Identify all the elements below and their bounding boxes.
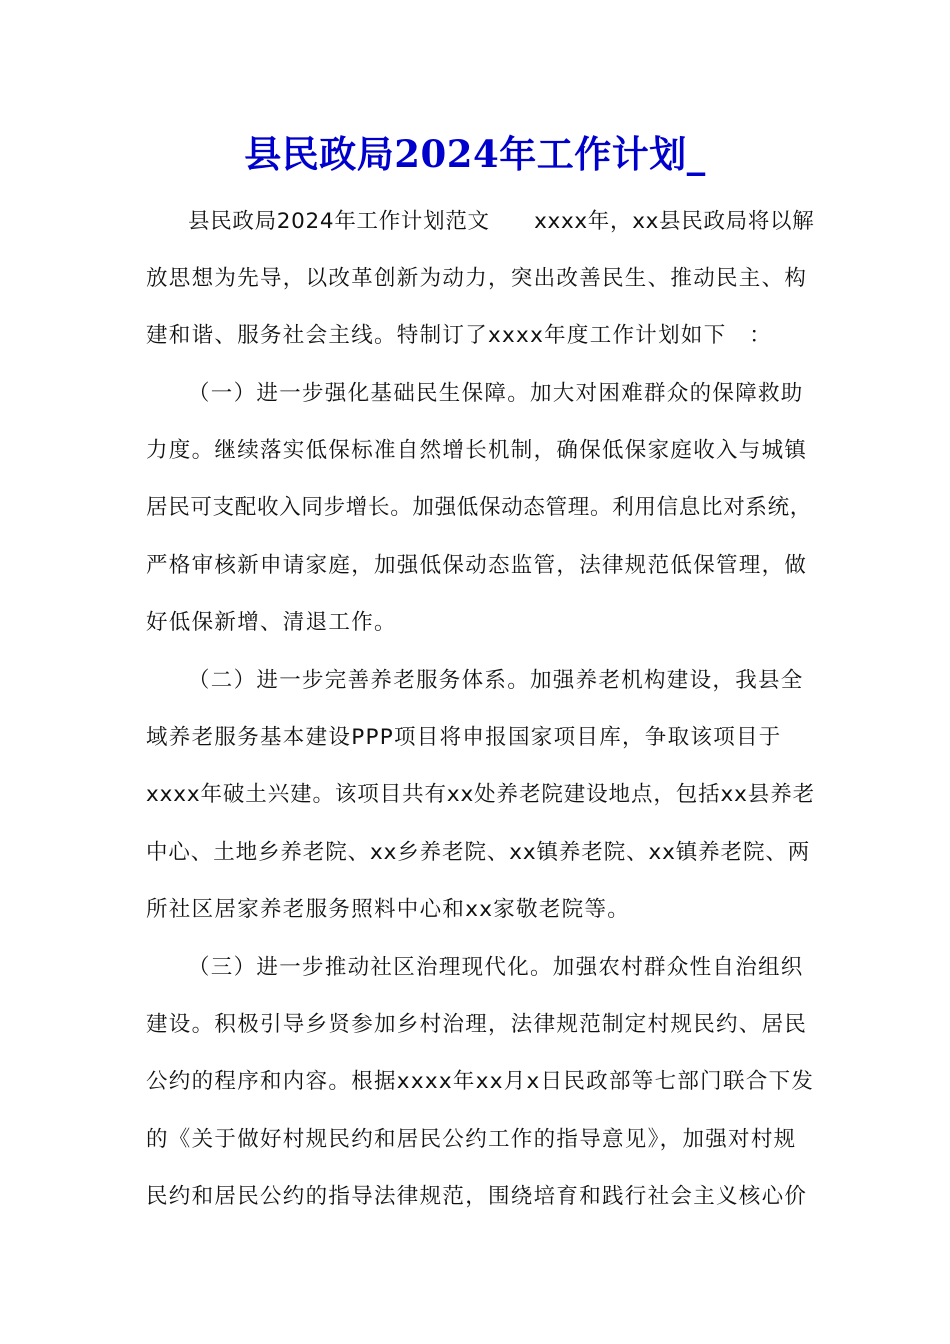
body-line-4: （一）进一步强化基础民生保障。加大对困难群众的保障救助: [188, 381, 804, 406]
document-title: 县民政局2024年工作计划_: [244, 132, 706, 176]
body-line-5: 力度。继续落实低保标准自然增长机制，确保低保家庭收入与城镇: [146, 438, 808, 463]
body-line-1: 县民政局2024年工作计划范文 xxxx年，xx县民政局将以解: [188, 209, 815, 234]
body-line-15: 建设。积极引导乡贤参加乡村治理，法律规范制定村规民约、居民: [146, 1012, 808, 1037]
body-line-16: 公约的程序和内容。根据xxxx年xx月x日民政部等七部门联合下发: [146, 1069, 815, 1094]
body-line-8: 好低保新增、清退工作。: [146, 610, 397, 635]
body-line-14: （三）进一步推动社区治理现代化。加强农村群众性自治组织: [188, 955, 804, 980]
body-line-9: （二）进一步完善养老服务体系。加强养老机构建设，我县全: [188, 668, 804, 693]
body-line-6: 居民可支配收入同步增长。加强低保动态管理。利用信息比对系统，: [146, 495, 813, 520]
body-line-2: 放思想为先导，以改革创新为动力，突出改善民生、推动民主、构: [146, 266, 808, 291]
body-line-3: 建和谐、服务社会主线。特制订了xxxx年度工作计划如下 ：: [146, 323, 773, 348]
body-line-12: 中心、土地乡养老院、xx乡养老院、xx镇养老院、xx镇养老院、两: [146, 840, 811, 865]
body-line-11: xxxx年破土兴建。该项目共有xx处养老院建设地点，包括xx县养老: [146, 782, 815, 807]
body-line-7: 严格审核新申请家庭，加强低保动态监管，法律规范低保管理，做: [146, 553, 808, 578]
body-line-10: 域养老服务基本建设PPP项目将申报国家项目库，争取该项目于: [146, 725, 782, 750]
body-line-17: 的《关于做好村规民约和居民公约工作的指导意见》，加强对村规: [146, 1127, 797, 1152]
body-line-18: 民约和居民公约的指导法律规范，围绕培育和践行社会主义核心价: [146, 1184, 808, 1209]
body-line-13: 所社区居家养老服务照料中心和xx家敬老院等。: [146, 897, 631, 922]
